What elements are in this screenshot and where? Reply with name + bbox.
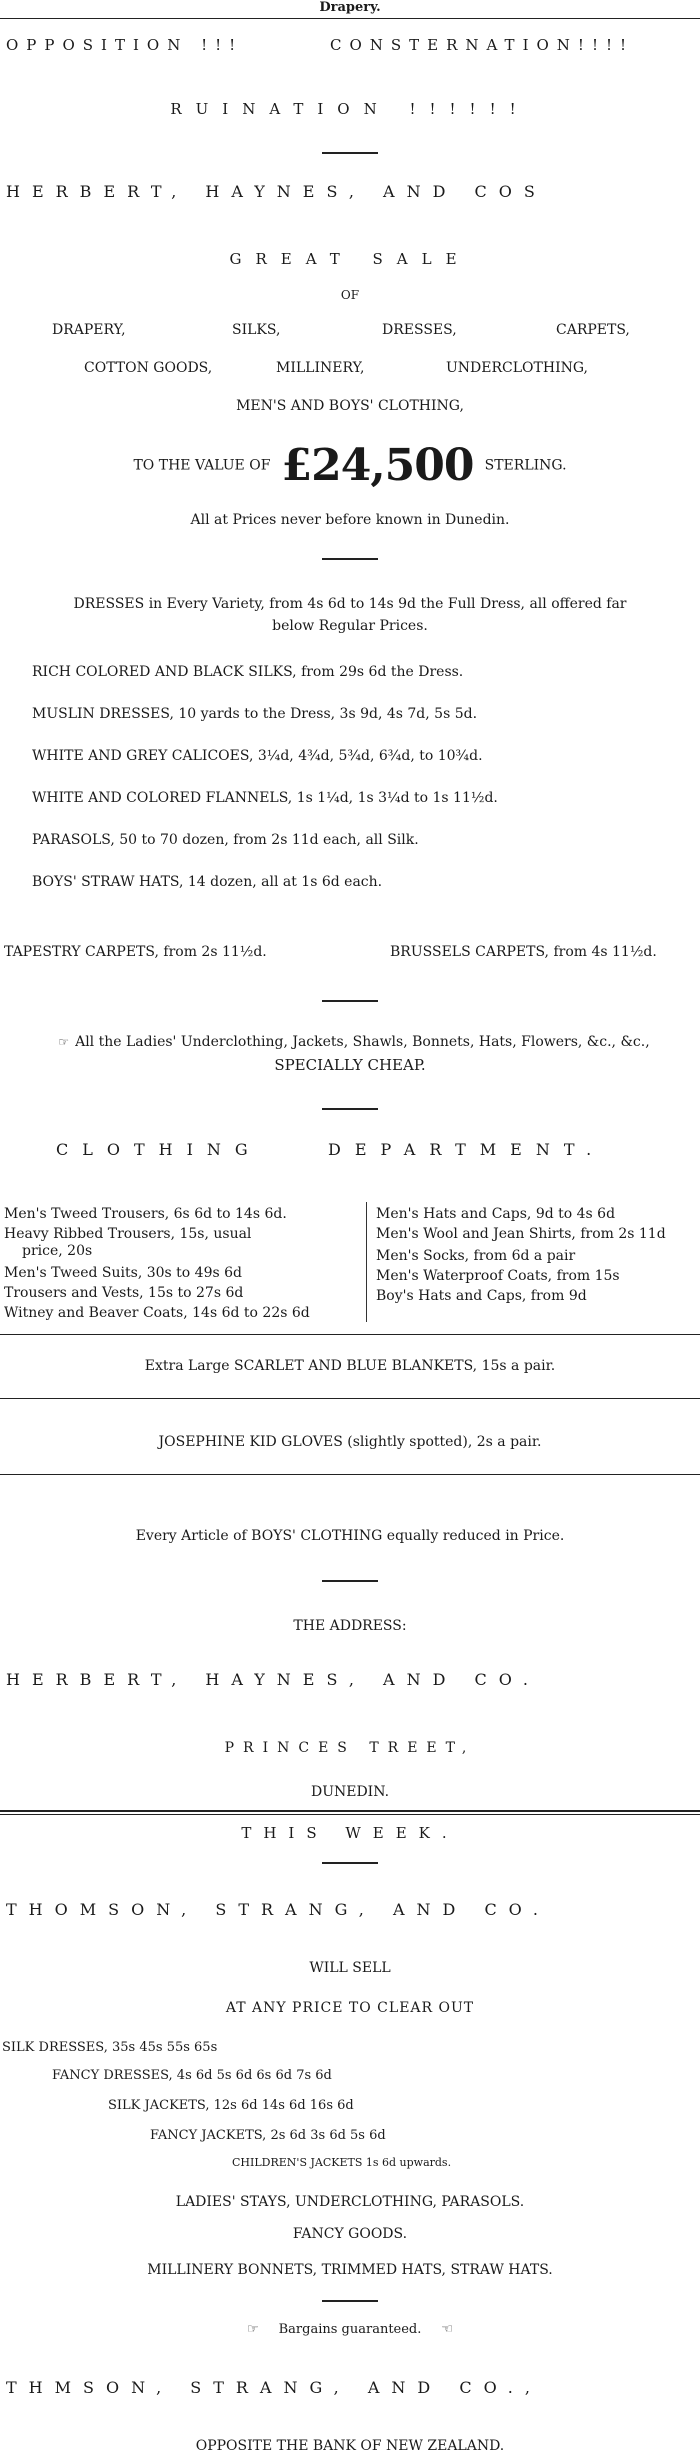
silks-line: RICH COLORED AND BLACK SILKS, from 29s 6d the Dress.	[32, 664, 464, 680]
divider	[322, 1580, 378, 1582]
flannels-line: WHITE AND COLORED FLANNELS, 1s 1¼d, 1s 3¼d to 1s 11½d.	[32, 790, 498, 806]
section-rule	[0, 1398, 700, 1399]
consternation-text: CONSTERNATION!!!!	[330, 36, 635, 54]
value-line: TO THE VALUE OF £24,500 STERLING.	[133, 440, 567, 491]
price-line-4: FANCY JACKETS, 2s 6d 3s 6d 5s 6d	[150, 2128, 386, 2143]
price-line-3: SILK JACKETS, 12s 6d 14s 6d 16s 6d	[108, 2098, 354, 2113]
dresses-line-2: below Regular Prices.	[272, 618, 428, 634]
calicoes-line: WHITE AND GREY CALICOES, 3¼d, 4¾d, 5¾d, 6¾d, to 10¾d.	[32, 748, 483, 764]
divider	[322, 152, 378, 154]
specially-cheap: SPECIALLY CHEAP.	[274, 1056, 426, 1074]
address-city: DUNEDIN.	[310, 1784, 390, 1800]
thomson-firm: THOMSON, STRANG, AND CO.	[6, 1900, 550, 1919]
pointing-hand-icon: ☞	[246, 2322, 259, 2337]
section-rule	[0, 1474, 700, 1475]
divider	[322, 1862, 378, 1864]
millinery-line: MILLINERY BONNETS, TRIMMED HATS, STRAW HATS.	[147, 2262, 553, 2278]
newspaper-page: Drapery. OPPOSITION !!! CONSTERNATION!!!! RUINATION !!!!!! HERBERT, HAYNES, AND COS GREAT SALE OF DRAPERY, SILKS, DRESSES, CARPETS, COTTON GOODS, MILLINERY, UNDERCLOTHING, MEN'S AND BOYS' CLOTHING, TO THE VALUE OF £24,500 STERLING. All at Prices never before known in Dunedin. DRESSES in Every Variety, from 4s 6d to 14s 9d the Full Dress, all offered far below Regular Prices. RICH COLORED AND BLACK SILKS, from 29s 6d the Dress. MUSLIN DRESSES, 10 yards to the Dress, 3s 9d, 4s 7d, 5s 5d. WHITE AND GREY CALICOES, 3¼d, 4¾d, 5¾d, 6¾d, to 10¾d. WHITE AND COLORED FLANNELS, 1s 1¼d, 1s 3¼d to 1s 11½d. PARASOLS, 50 to 70 dozen, from 2s 11d each, all Silk. BOYS' STRAW HATS, 14 dozen, all at 1s 6d each. TAPESTRY CARPETS, from 2s 11½d. BRUSSELS CARPETS, from 4s 11½d. ☞ All the Ladies' Underclothing, Jackets, Shawls, Bonnets, Hats, Flowers, &c., &c., SPECIALLY CHEAP. CLOTHING DEPARTMENT. Men's Tweed Trousers, 6s 6d to 14s 6d. Heavy Ribbed Trousers, 15s, usual price, 20s Men's Tweed Suits, 30s to 49s 6d Trousers and Vests, 15s to 27s 6d Witney and Beaver Coats, 14s 6d to 22s 6d Men's Hats and Caps, 9d to 4s 6d Men's Wool and Jean Shirts, from 2s 11d Men's Socks, from 6d a pair Men's Waterproof Coats, from 15s Boy's Hats and Caps, from 9d Extra Large SCARLET AND BLUE BLANKETS, 15s a pair. JOSEPHINE KID GLOVES (slightly spotted), 2s a pair. Every Article of BOYS' CLOTHING equally reduced in Price. THE ADDRESS: HERBERT, HAYNES, AND CO. PRINCES TREET, DUNEDIN. THIS WEEK. THOMSON, STRANG, AND CO. WILL SELL AT ANY PRICE TO CLEAR OUT SILK DRESSES, 35s 45s 55s 65s FANCY DRESSES, 4s 6d 5s 6d 6s 6d 7s 6d SILK JACKETS, 12s 6d 14s 6d 16s 6d FANCY JACKETS, 2s 6d 3s 6d 5s 6d CHILDREN'S JACKETS 1s 6d upwards. LADIES' STAYS, UNDERCLOTHING, PARASOLS. FANCY GOODS. MILLINERY BONNETS, TRIMMED HATS, STRAW HATS. ☞ Bargains guaranteed. ☜ THMSON, STRANG, AND CO., OPPOSITE THE BANK OF NEW ZEALAND.	[0, 0, 700, 2463]
pointing-hand-icon: ☞	[58, 1035, 70, 1049]
double-rule	[0, 1814, 700, 1815]
address-label: THE ADDRESS:	[293, 1618, 407, 1634]
value-amount: £24,500	[281, 440, 474, 491]
will-sell: WILL SELL	[309, 1960, 391, 1976]
divider	[322, 2300, 378, 2302]
boys-clothing-line: Every Article of BOYS' CLOTHING equally reduced in Price.	[135, 1528, 565, 1544]
clothing-right-column: Men's Hats and Caps, 9d to 4s 6d Men's Wool and Jean Shirts, from 2s 11d Men's Socks, from 6d a pair Men's Waterproof Coats, from 15s Boy's Hats and Caps, from 9d	[376, 1206, 666, 1304]
this-week: THIS WEEK.	[241, 1824, 459, 1842]
parasols-line: PARASOLS, 50 to 70 dozen, from 2s 11d each, all Silk.	[32, 832, 419, 848]
firm-name: HERBERT, HAYNES, AND COS	[6, 182, 547, 201]
double-rule	[0, 1810, 700, 1812]
prices-note: All at Prices never before known in Dunedin.	[190, 512, 510, 528]
price-line-1: SILK DRESSES, 35s 45s 55s 65s	[2, 2040, 218, 2055]
blankets-line: Extra Large SCARLET AND BLUE BLANKETS, 15s a pair.	[144, 1358, 556, 1374]
section-rule	[0, 1334, 700, 1335]
clothing-left-column: Men's Tweed Trousers, 6s 6d to 14s 6d. Heavy Ribbed Trousers, 15s, usual price, 20s Men's Tweed Suits, 30s to 49s 6d Trousers and Vests, 15s to 27s 6d Witney and Beaver Coats, 14s 6d to 22s 6d	[4, 1206, 310, 1321]
ruination-text: RUINATION !!!!!!	[170, 100, 530, 118]
headline-opposition	[0, 30, 700, 80]
fancy-goods: FANCY GOODS.	[292, 2226, 408, 2242]
divider	[322, 558, 378, 560]
straw-hats-line: BOYS' STRAW HATS, 14 dozen, all at 1s 6d each.	[32, 874, 383, 890]
ladies-note: ☞ All the Ladies' Underclothing, Jackets, Shawls, Bonnets, Hats, Flowers, &c., &c.,	[58, 1034, 650, 1050]
clear-out: AT ANY PRICE TO CLEAR OUT	[225, 2000, 475, 2016]
clothing-heading: CLOTHING DEPARTMENT.	[56, 1140, 606, 1159]
divider	[322, 1000, 378, 1002]
pointing-hand-icon: ☜	[441, 2322, 454, 2337]
price-line-5: CHILDREN'S JACKETS 1s 6d upwards.	[232, 2156, 452, 2169]
gloves-line: JOSEPHINE KID GLOVES (slightly spotted), 2s a pair.	[158, 1434, 542, 1450]
goods-line-3: MEN'S AND BOYS' CLOTHING,	[236, 398, 464, 414]
muslin-line: MUSLIN DRESSES, 10 yards to the Dress, 3s 9d, 4s 7d, 5s 5d.	[32, 706, 478, 722]
bargains-line: ☞ Bargains guaranteed. ☜	[246, 2322, 454, 2337]
section-header: Drapery.	[319, 0, 381, 15]
column-divider	[366, 1202, 367, 1322]
price-line-2: FANCY DRESSES, 4s 6d 5s 6d 6s 6d 7s 6d	[52, 2068, 332, 2083]
divider	[322, 1108, 378, 1110]
great-sale: GREAT SALE	[229, 250, 471, 268]
address-firm: HERBERT, HAYNES, AND CO.	[6, 1670, 541, 1689]
thomson-firm-2: THMSON, STRANG, AND CO.,	[6, 2378, 542, 2397]
address-street: PRINCES TREET,	[224, 1740, 476, 1756]
dresses-line-1: DRESSES in Every Variety, from 4s 6d to 14s 9d the Full Dress, all offered far	[73, 596, 627, 612]
of-text: OF	[340, 288, 360, 302]
opposition-text: OPPOSITION !!!	[6, 36, 244, 54]
ladies-stays: LADIES' STAYS, UNDERCLOTHING, PARASOLS.	[175, 2194, 525, 2210]
opposite-bank: OPPOSITE THE BANK OF NEW ZEALAND.	[195, 2438, 505, 2454]
header-rule	[0, 18, 700, 19]
